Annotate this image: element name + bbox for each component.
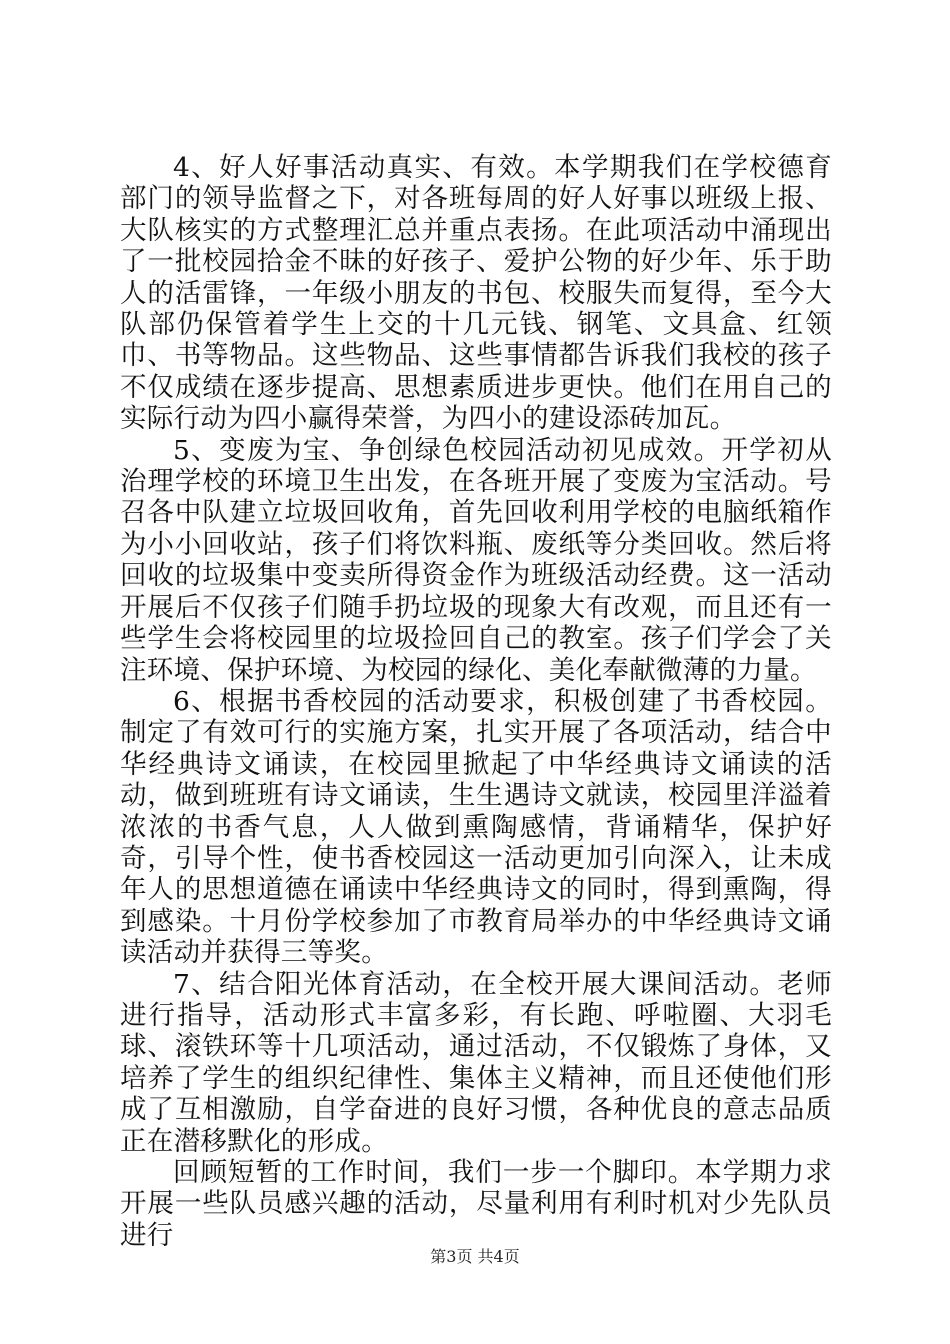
paragraph-scholarly-campus: 6、根据书香校园的活动要求，积极创建了书香校园。制定了有效可行的实施方案，扎实开展了各项活动，结合中华经典诗文诵读，在校园里掀起了中华经典诗文诵读的活动，做到班班有诗文诵读，生生遇诗文就读，校园里洋溢着浓浓的书香气息，人人做到熏陶感情，背诵精华，保护好奇，引导个性，使书香校园这一活动更加引向深入，让未成年人的思想道德在诵读中华经典诗文的同时，得到熏陶，得到感染。十月份学校参加了市教育局举办的中华经典诗文诵读活动并获得三等奖。 (120, 685, 832, 969)
paragraph-green-campus: 5、变废为宝、争创绿色校园活动初见成效。开学初从治理学校的环境卫生出发，在各班开展了变废为宝活动。号召各中队建立垃圾回收角，首先回收利用学校的电脑纸箱作为小小回收站，孩子们将饮料瓶、废纸等分类回收。然后将回收的垃圾集中变卖所得资金作为班级活动经费。这一活动开展后不仅孩子们随手扔垃圾的现象大有改观，而且还有一些学生会将校园里的垃圾捡回自己的教室。孩子们学会了关注环境、保护环境、为校园的绿化、美化奉献微薄的力量。 (120, 434, 832, 686)
paragraph-sunshine-sports: 7、结合阳光体育活动，在全校开展大课间活动。老师进行指导，活动形式丰富多彩，有长跑、呼啦圈、大羽毛球、滚铁环等十几项活动，通过活动，不仅锻炼了身体，又培养了学生的组织纪律性、集体主义精神，而且还使他们形成了互相激励，自学奋进的良好习惯，各种优良的意志品质正在潜移默化的形成。 (120, 968, 832, 1157)
paragraph-good-deeds: 4、好人好事活动真实、有效。本学期我们在学校德育部门的领导监督之下，对各班每周的好人好事以班级上报、大队核实的方式整理汇总并重点表扬。在此项活动中涌现出了一批校园拾金不昧的好孩子、爱护公物的好少年、乐于助人的活雷锋，一年级小朋友的书包、校服失而复得，至今大队部仍保管着学生上交的十几元钱、钢笔、文具盒、红领巾、书等物品。这些物品、这些事情都告诉我们我校的孩子不仅成绩在逐步提高、思想素质进步更快。他们在用自己的实际行动为四小赢得荣誉，为四小的建设添砖加瓦。 (120, 152, 832, 435)
document-body (120, 152, 832, 1251)
page-number: 第3页 共4页 (430, 1247, 520, 1266)
paragraph-review: 回顾短暂的工作时间，我们一步一个脚印。本学期力求开展一些队员感兴趣的活动，尽量利用有利时机对少先队员进行 (120, 1157, 832, 1251)
page-footer (0, 1244, 950, 1267)
